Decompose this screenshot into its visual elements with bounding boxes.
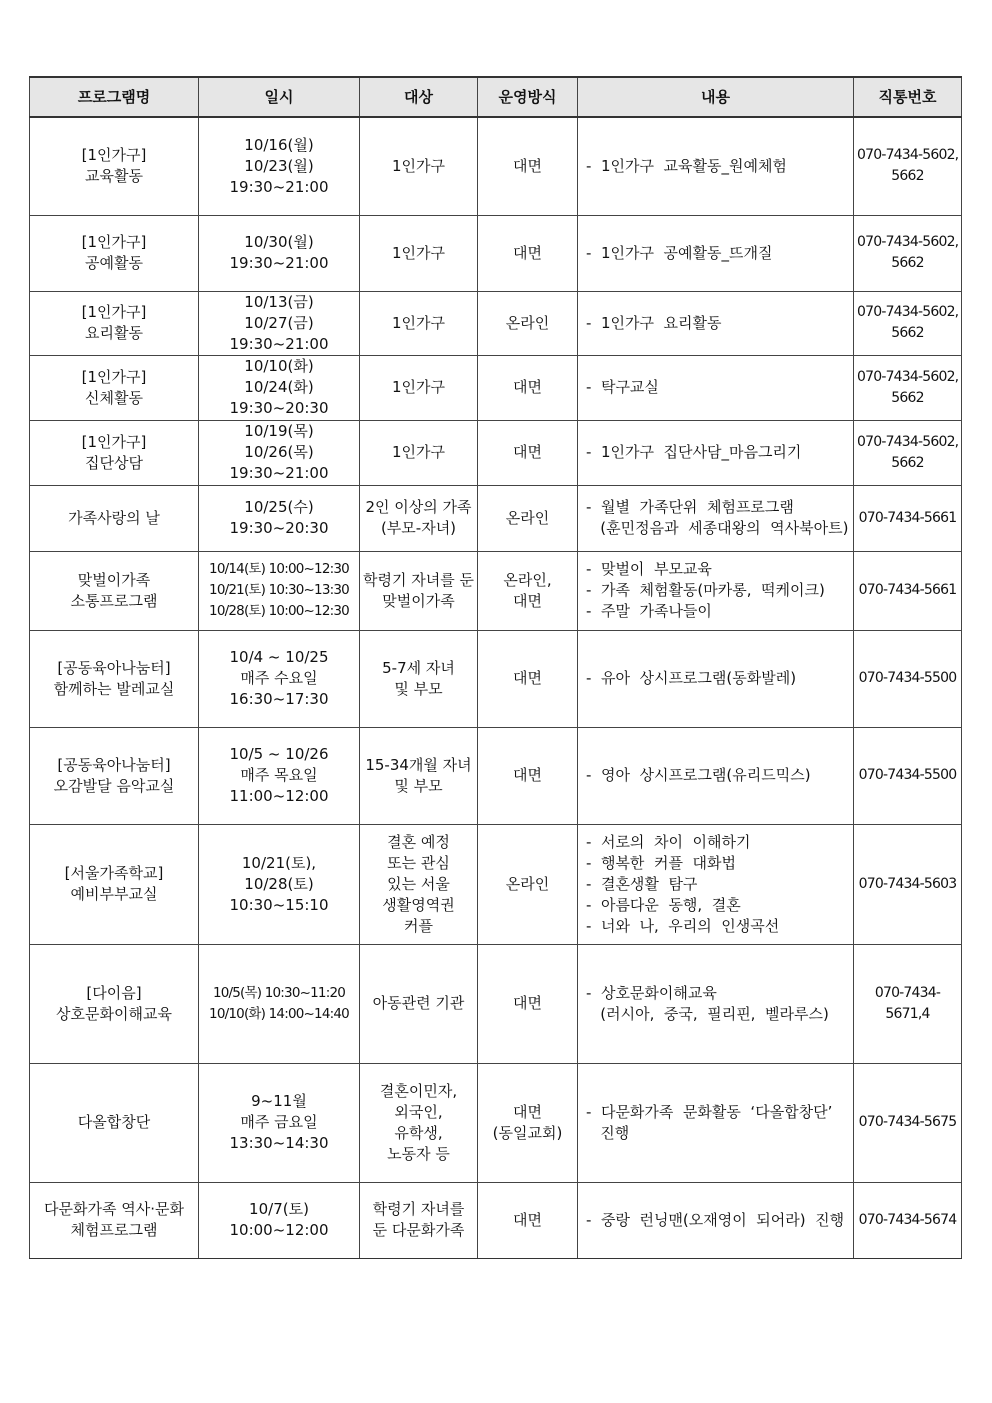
table-row xyxy=(30,485,962,551)
cell-target-line: 아동관련 기관 xyxy=(372,994,465,1012)
cell-program-name-line: 체험프로그램 xyxy=(70,1221,158,1239)
cell-phone-line: 5662 xyxy=(891,454,924,471)
cell-program-name-line: 신체활동 xyxy=(85,388,143,407)
cell-program-name-line: 가족사랑의 날 xyxy=(68,508,160,527)
cell-date xyxy=(199,485,360,551)
cell-program-name-line: [1인가구] xyxy=(81,432,147,451)
cell-program-name-line: [1인가구] xyxy=(81,146,147,165)
cell-target xyxy=(360,630,478,727)
cell-target xyxy=(360,551,478,630)
cell-content-line: - 중랑 런닝맨(오재영이 되어라) 진행 xyxy=(586,1210,845,1229)
cell-program-name xyxy=(30,727,199,824)
cell-target-line: 유학생, xyxy=(394,1123,443,1142)
cell-content xyxy=(578,420,854,485)
cell-mode xyxy=(478,291,578,355)
cell-mode-line: 대면 xyxy=(513,766,542,784)
cell-target-line: 외국인, xyxy=(394,1102,443,1121)
cell-program-name-line: 상호문화이해교육 xyxy=(56,1004,172,1023)
cell-program-name-line: 공예활동 xyxy=(85,254,143,272)
cell-target-line: 1인가구 xyxy=(391,243,445,262)
table-row xyxy=(30,1182,962,1258)
cell-date-line: 10/10(화) xyxy=(244,357,314,375)
cell-program-name-line: 다올합창단 xyxy=(77,1113,151,1131)
cell-content-line: - 유아 상시프로그램(동화발레) xyxy=(586,669,797,687)
cell-program-name-line: 소통프로그램 xyxy=(70,591,158,610)
cell-date-line: 10/26(목) xyxy=(244,443,314,461)
cell-phone-line: 070-7434-5602, xyxy=(857,147,959,164)
cell-content-line: - 행복한 커플 대화법 xyxy=(586,853,736,872)
cell-mode xyxy=(478,117,578,215)
cell-program-name-line: 요리활동 xyxy=(85,324,143,342)
cell-program-name-line: [다이음] xyxy=(86,983,142,1002)
cell-program-name xyxy=(30,1063,199,1182)
cell-content-line: - 다문화가족 문화활동 ‘다올합창단’ xyxy=(586,1102,833,1121)
cell-date-line: 19:30~21:00 xyxy=(229,334,329,353)
cell-mode xyxy=(478,215,578,291)
cell-program-name-line: 집단상담 xyxy=(85,453,143,472)
cell-mode xyxy=(478,1182,578,1258)
cell-target xyxy=(360,727,478,824)
cell-phone-line: 070-7434-5602, xyxy=(857,234,959,250)
cell-content-line: - 상호문화이해교육 xyxy=(586,983,717,1002)
cell-phone-line: 070-7434-5500 xyxy=(858,670,957,686)
cell-phone xyxy=(854,215,962,291)
table-row xyxy=(30,1063,962,1182)
cell-content xyxy=(578,485,854,551)
cell-target-line: 및 부모 xyxy=(394,679,443,698)
cell-program-name xyxy=(30,215,199,291)
cell-content-line: - 서로의 차이 이해하기 xyxy=(586,832,751,851)
cell-date-line: 매주 금요일 xyxy=(240,1113,318,1131)
cell-mode xyxy=(478,1063,578,1182)
cell-date-line: 10/28(토) xyxy=(244,874,314,893)
cell-phone xyxy=(854,1182,962,1258)
cell-content xyxy=(578,630,854,727)
cell-program-name xyxy=(30,355,199,420)
cell-program-name-line: [1인가구] xyxy=(81,367,147,386)
cell-phone-line: 5662 xyxy=(891,325,924,341)
cell-mode-line: 대면 xyxy=(513,156,542,175)
cell-phone xyxy=(854,420,962,485)
cell-target xyxy=(360,420,478,485)
cell-content xyxy=(578,727,854,824)
cell-mode-line: 대면 xyxy=(513,669,542,687)
table-body xyxy=(30,117,962,1258)
cell-target-line: 커플 xyxy=(404,916,433,935)
cell-content-line: - 1인가구 집단사담_마음그리기 xyxy=(586,443,802,461)
cell-phone xyxy=(854,485,962,551)
cell-mode-line: 온라인 xyxy=(505,313,550,332)
cell-content xyxy=(578,551,854,630)
cell-date xyxy=(199,1063,360,1182)
cell-target-line: 1인가구 xyxy=(391,443,445,461)
cell-phone-line: 070-7434-5602, xyxy=(857,433,959,450)
cell-content-line: - 1인가구 요리활동 xyxy=(586,313,722,332)
cell-program-name-line: 맞벌이가족 xyxy=(77,570,151,589)
table-row xyxy=(30,824,962,944)
cell-date xyxy=(199,215,360,291)
cell-phone-line: 070-7434-5602, xyxy=(857,368,959,385)
cell-date xyxy=(199,117,360,215)
cell-phone-line: 070-7434-5674 xyxy=(858,1211,957,1228)
cell-target-line: (부모-자녀) xyxy=(380,519,457,537)
table-row xyxy=(30,117,962,215)
cell-content-line: - 가족 체험활동(마카롱, 떡케이크) xyxy=(586,581,825,599)
cell-target-line: 있는 서울 xyxy=(387,874,450,893)
cell-date-line: 13:30~14:30 xyxy=(229,1134,329,1152)
cell-content-line: - 1인가구 교육활동_원예체험 xyxy=(586,156,787,175)
cell-date xyxy=(199,420,360,485)
cell-date-line: 10/27(금) xyxy=(244,313,314,332)
cell-program-name xyxy=(30,485,199,551)
cell-phone xyxy=(854,291,962,355)
cell-content xyxy=(578,1182,854,1258)
cell-target-line: 생활영역권 xyxy=(382,895,455,914)
header-row xyxy=(30,77,962,117)
cell-program-name-line: [1인가구] xyxy=(81,233,147,251)
cell-program-name-line: 교육활동 xyxy=(85,167,143,186)
cell-content-line: 진행 xyxy=(586,1123,630,1142)
cell-date-line: 10/5(목) 10:30~11:20 xyxy=(212,984,346,1001)
cell-target-line: 및 부모 xyxy=(394,776,443,795)
cell-program-name xyxy=(30,824,199,944)
cell-date-line: 10/7(토) xyxy=(249,1200,309,1218)
cell-program-name xyxy=(30,551,199,630)
cell-phone xyxy=(854,630,962,727)
cell-target-line: 1인가구 xyxy=(391,313,445,332)
cell-phone xyxy=(854,727,962,824)
cell-phone xyxy=(854,824,962,944)
cell-target xyxy=(360,215,478,291)
cell-mode-line: 온라인, xyxy=(503,570,552,589)
cell-phone-line: 070-7434-5500 xyxy=(858,767,957,783)
cell-date xyxy=(199,1182,360,1258)
cell-date-line: 10/23(월) xyxy=(244,156,314,175)
cell-date xyxy=(199,727,360,824)
cell-content-line: - 너와 나, 우리의 인생곡선 xyxy=(586,916,780,935)
cell-date-line: 10/25(수) xyxy=(244,498,314,516)
cell-phone-line: 070-7434- xyxy=(874,984,941,1001)
cell-mode xyxy=(478,630,578,727)
cell-content-line: - 주말 가족나들이 xyxy=(586,602,712,620)
cell-phone xyxy=(854,944,962,1063)
cell-date-line: 10/21(토), xyxy=(241,853,317,872)
cell-phone-line: 070-7434-5675 xyxy=(858,1114,957,1130)
cell-program-name xyxy=(30,1182,199,1258)
cell-program-name xyxy=(30,291,199,355)
cell-phone-line: 5662 xyxy=(891,168,924,185)
header-date: 일시 xyxy=(199,77,360,117)
cell-date-line: 10/28(토) 10:00~12:30 xyxy=(209,603,349,619)
cell-mode-line: 대면 xyxy=(513,591,542,610)
cell-phone-line: 5662 xyxy=(891,389,924,406)
cell-date-line: 10/14(토) 10:00~12:30 xyxy=(209,561,349,577)
cell-target xyxy=(360,824,478,944)
cell-target xyxy=(360,1182,478,1258)
header-phone: 직통번호 xyxy=(854,77,962,117)
cell-phone-line: 5662 xyxy=(891,255,924,271)
cell-date-line: 매주 수요일 xyxy=(240,669,318,687)
cell-date xyxy=(199,944,360,1063)
cell-content xyxy=(578,215,854,291)
cell-content-line: - 월별 가족단위 체험프로그램 xyxy=(586,498,794,516)
cell-mode xyxy=(478,824,578,944)
cell-date-line: 19:30~21:00 xyxy=(229,254,329,272)
cell-target-line: 학령기 자녀를 xyxy=(372,1200,465,1218)
cell-date-line: 19:30~20:30 xyxy=(229,399,329,417)
cell-date-line: 9~11월 xyxy=(251,1092,307,1110)
cell-program-name-line: [공동육아나눔터] xyxy=(57,755,171,774)
cell-program-name xyxy=(30,630,199,727)
cell-phone-line: 070-7434-5602, xyxy=(857,304,959,320)
header-program-name: 프로그램명 xyxy=(30,77,199,117)
cell-target-line: 둔 다문화가족 xyxy=(372,1221,465,1239)
cell-program-name-line: [서울가족학교] xyxy=(64,864,164,882)
cell-date-line: 11:00~12:00 xyxy=(229,787,329,805)
cell-target xyxy=(360,944,478,1063)
cell-date-line: 16:30~17:30 xyxy=(229,690,329,708)
cell-target xyxy=(360,1063,478,1182)
table-row xyxy=(30,727,962,824)
cell-date xyxy=(199,630,360,727)
table-row xyxy=(30,630,962,727)
cell-mode xyxy=(478,944,578,1063)
cell-program-name-line: 오감발달 음악교실 xyxy=(53,776,175,795)
header-mode: 운영방식 xyxy=(478,77,578,117)
cell-mode xyxy=(478,485,578,551)
cell-date-line: 10/13(금) xyxy=(244,292,314,311)
cell-mode-line: 대면 xyxy=(513,994,542,1012)
cell-date-line: 19:30~20:30 xyxy=(229,519,329,537)
cell-date-line: 10/24(화) xyxy=(244,378,314,396)
cell-program-name-line: 예비부부교실 xyxy=(70,885,158,903)
table-row xyxy=(30,551,962,630)
cell-mode-line: 대면 xyxy=(513,1210,542,1229)
cell-program-name xyxy=(30,420,199,485)
cell-mode-line: 대면 xyxy=(513,443,542,461)
cell-mode-line: (동일교회) xyxy=(492,1123,563,1142)
cell-content-line: - 결혼생활 탐구 xyxy=(586,874,698,893)
cell-content xyxy=(578,944,854,1063)
cell-program-name-line: [1인가구] xyxy=(81,303,147,321)
cell-date xyxy=(199,824,360,944)
cell-phone xyxy=(854,1063,962,1182)
program-schedule-table xyxy=(29,76,962,1259)
cell-content-line: - 1인가구 공예활동_뜨개질 xyxy=(586,243,773,262)
cell-date xyxy=(199,551,360,630)
cell-phone-line: 070-7434-5661 xyxy=(858,509,957,526)
table-row xyxy=(30,291,962,355)
cell-date-line: 10:30~15:10 xyxy=(229,895,329,914)
cell-date-line: 10/4 ~ 10/25 xyxy=(229,648,329,666)
cell-date-line: 10/10(화) 14:00~14:40 xyxy=(209,1005,349,1022)
cell-phone xyxy=(854,551,962,630)
cell-target-line: 15-34개월 자녀 xyxy=(365,755,472,774)
cell-content xyxy=(578,1063,854,1182)
cell-mode xyxy=(478,551,578,630)
cell-mode-line: 온라인 xyxy=(505,508,550,527)
cell-mode-line: 대면 xyxy=(513,1102,542,1121)
cell-date-line: 10/30(월) xyxy=(244,233,314,251)
cell-mode-line: 온라인 xyxy=(505,874,550,893)
cell-content xyxy=(578,824,854,944)
table-row xyxy=(30,355,962,420)
cell-date xyxy=(199,355,360,420)
cell-target xyxy=(360,485,478,551)
cell-target xyxy=(360,355,478,420)
cell-mode xyxy=(478,727,578,824)
cell-date-line: 10/19(목) xyxy=(244,422,314,440)
cell-mode-line: 대면 xyxy=(513,378,542,396)
cell-content-line: - 탁구교실 xyxy=(586,378,659,396)
cell-target xyxy=(360,117,478,215)
header-content: 내용 xyxy=(578,77,854,117)
table-row xyxy=(30,215,962,291)
cell-date xyxy=(199,291,360,355)
cell-target-line: 또는 관심 xyxy=(387,853,450,872)
cell-mode xyxy=(478,355,578,420)
cell-target-line: 1인가구 xyxy=(391,378,445,396)
cell-date-line: 19:30~21:00 xyxy=(229,464,329,482)
cell-date-line: 10/21(토) 10:30~13:30 xyxy=(209,582,349,598)
cell-content-line: - 영아 상시프로그램(유리드믹스) xyxy=(586,766,811,784)
cell-content xyxy=(578,117,854,215)
cell-date-line: 10/5 ~ 10/26 xyxy=(229,745,329,763)
cell-content xyxy=(578,355,854,420)
cell-content-line: - 맞벌이 부모교육 xyxy=(586,560,712,578)
cell-mode xyxy=(478,420,578,485)
cell-date-line: 19:30~21:00 xyxy=(229,177,329,196)
cell-target-line: 결혼이민자, xyxy=(379,1081,458,1100)
cell-program-name-line: 함께하는 발레교실 xyxy=(53,679,175,698)
cell-date-line: 10:00~12:00 xyxy=(229,1221,329,1239)
cell-content-line: - 아름다운 동행, 결혼 xyxy=(586,895,741,914)
cell-target-line: 1인가구 xyxy=(391,156,445,175)
cell-date-line: 10/16(월) xyxy=(244,135,314,154)
cell-program-name xyxy=(30,944,199,1063)
header-target: 대상 xyxy=(360,77,478,117)
cell-target xyxy=(360,291,478,355)
cell-target-line: 맞벌이가족 xyxy=(382,591,455,610)
table-row xyxy=(30,420,962,485)
cell-mode-line: 대면 xyxy=(513,243,542,262)
cell-content-line: (훈민정음과 세종대왕의 역사북아트) xyxy=(586,519,849,537)
cell-content-line: (러시아, 중국, 필리핀, 벨라루스) xyxy=(586,1004,829,1023)
cell-phone xyxy=(854,117,962,215)
cell-target-line: 학령기 자녀를 둔 xyxy=(363,570,474,589)
cell-phone-line: 070-7434-5661 xyxy=(858,582,957,598)
cell-program-name xyxy=(30,117,199,215)
cell-content xyxy=(578,291,854,355)
cell-phone-line: 070-7434-5603 xyxy=(858,875,957,892)
cell-target-line: 노동자 등 xyxy=(387,1144,450,1163)
table-row xyxy=(30,944,962,1063)
cell-program-name-line: [공동육아나눔터] xyxy=(57,658,171,677)
cell-target-line: 2인 이상의 가족 xyxy=(365,498,472,516)
cell-date-line: 매주 목요일 xyxy=(240,766,318,784)
cell-phone-line: 5671,4 xyxy=(885,1005,930,1022)
cell-target-line: 결혼 예정 xyxy=(387,832,450,851)
cell-program-name-line: 다문화가족 역사·문화 xyxy=(44,1200,184,1218)
cell-target-line: 5-7세 자녀 xyxy=(382,658,455,677)
cell-phone xyxy=(854,355,962,420)
